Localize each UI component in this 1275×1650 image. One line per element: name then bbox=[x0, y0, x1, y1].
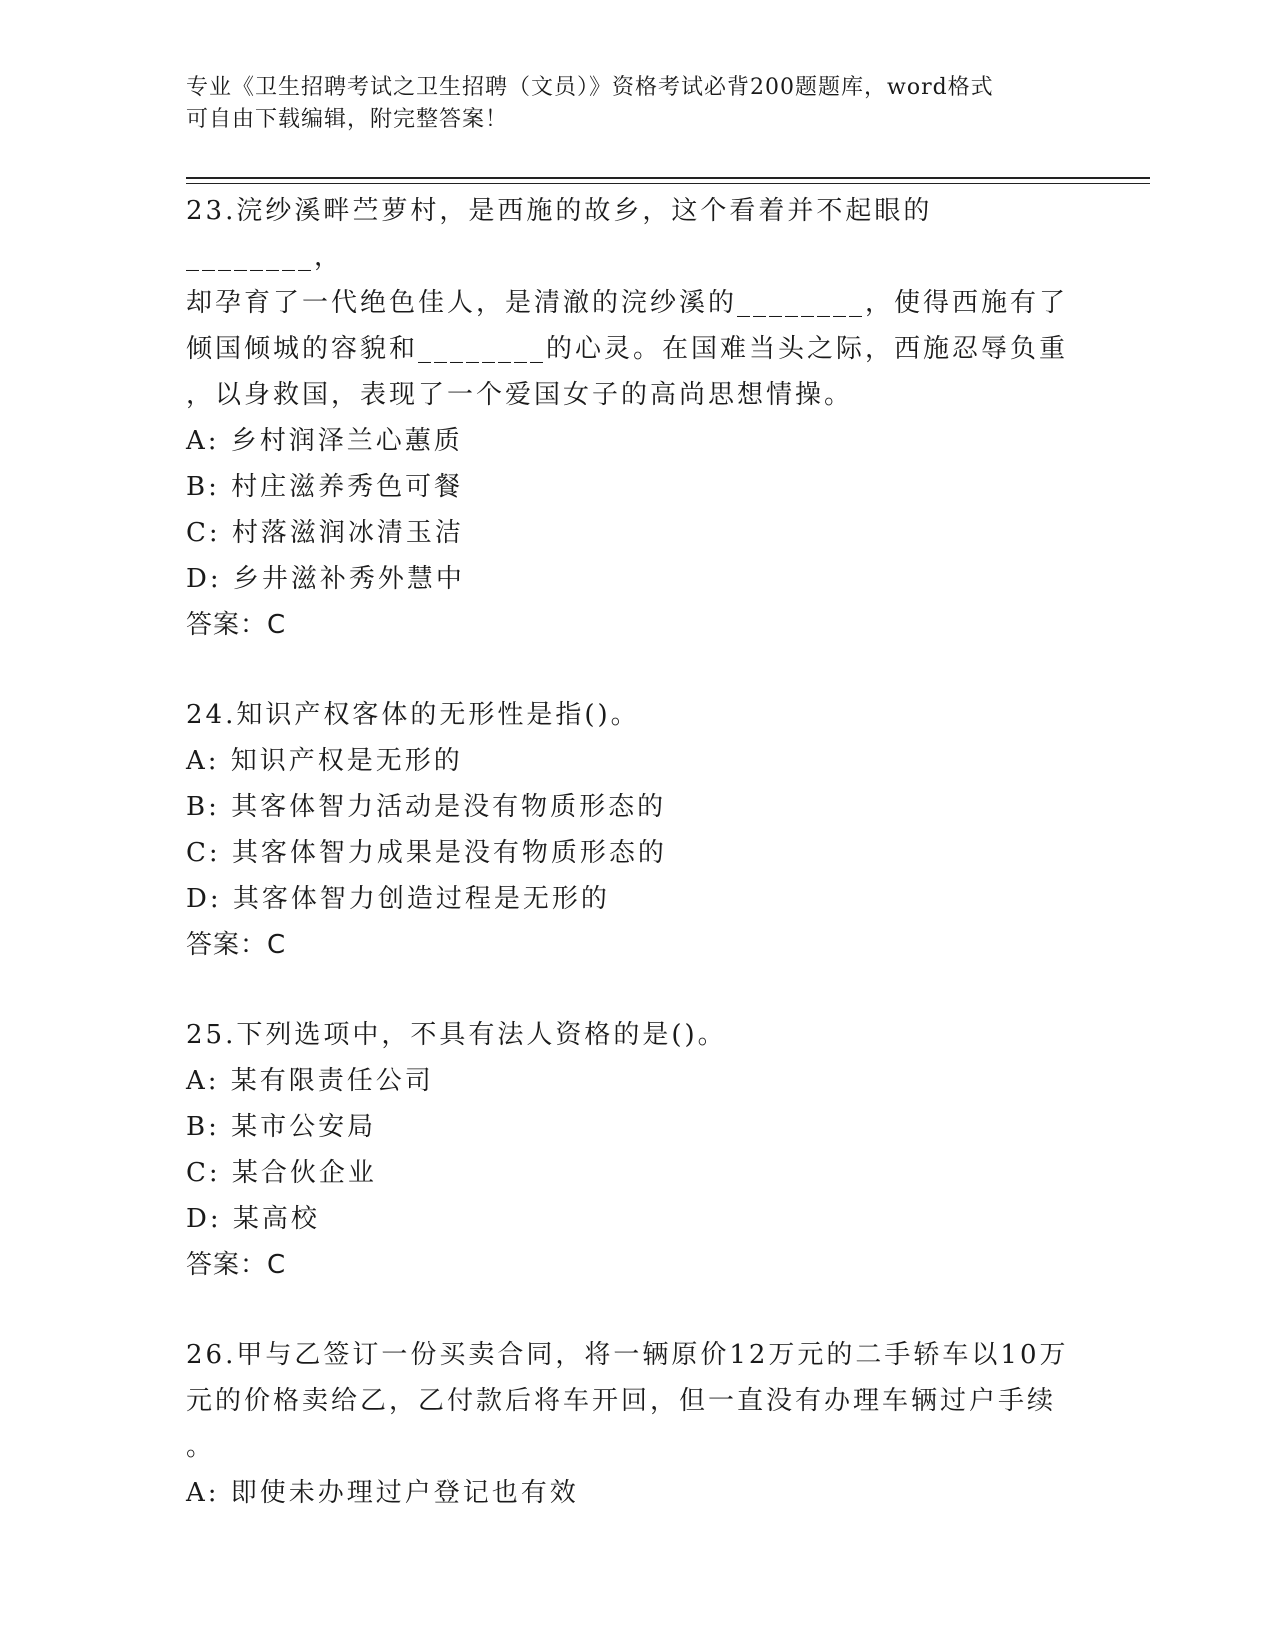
header-line-1: 专业《卫生招聘考试之卫生招聘（文员）》资格考试必背200题题库，word格式 bbox=[186, 75, 994, 100]
document-header bbox=[186, 72, 1066, 136]
option-b: B: 其客体智力活动是没有物质形态的 bbox=[186, 792, 667, 822]
stem-line: 23.浣纱溪畔苎萝村，是西施的故乡，这个看着并不起眼的________， bbox=[186, 196, 933, 272]
option-a: A: 即使未办理过户登记也有效 bbox=[186, 1478, 579, 1508]
option-c: C: 某合伙企业 bbox=[186, 1158, 377, 1188]
stem-line: 25.下列选项中，不具有法人资格的是()。 bbox=[186, 1020, 727, 1050]
stem-line: 24.知识产权客体的无形性是指()。 bbox=[186, 700, 640, 730]
option-c: C: 其客体智力成果是没有物质形态的 bbox=[186, 838, 667, 868]
option-d: D: 乡井滋补秀外慧中 bbox=[186, 564, 465, 594]
question-stem bbox=[186, 692, 1086, 738]
option-d: D: 某高校 bbox=[186, 1204, 320, 1234]
answer-label: 答案：C bbox=[186, 930, 287, 960]
stem-line: ，以身救国，表现了一个爱国女子的高尚思想情操。 bbox=[186, 380, 854, 410]
question-23 bbox=[186, 188, 1086, 648]
stem-line: 倾国倾城的容貌和________的心灵。在国难当头之际，西施忍辱负重 bbox=[186, 334, 1069, 364]
option-a: A: 知识产权是无形的 bbox=[186, 746, 463, 776]
question-stem bbox=[186, 1012, 1086, 1058]
question-stem bbox=[186, 188, 1086, 418]
option-b: B: 某市公安局 bbox=[186, 1112, 377, 1142]
option-b: B: 村庄滋养秀色可餐 bbox=[186, 472, 464, 502]
answer-label: 答案：C bbox=[186, 610, 287, 640]
question-26 bbox=[186, 1332, 1086, 1516]
stem-line: 元的价格卖给乙，乙付款后将车开回，但一直没有办理车辆过户手续 bbox=[186, 1386, 1057, 1416]
stem-line: 26.甲与乙签订一份买卖合同，将一辆原价12万元的二手轿车以10万 bbox=[186, 1340, 1069, 1370]
stem-line: 。 bbox=[186, 1432, 216, 1462]
option-a: A: 乡村润泽兰心蕙质 bbox=[186, 426, 463, 456]
question-list bbox=[186, 188, 1086, 1560]
header-line-2: 可自由下载编辑，附完整答案！ bbox=[186, 107, 509, 132]
question-24 bbox=[186, 692, 1086, 968]
question-25 bbox=[186, 1012, 1086, 1288]
stem-line: 却孕育了一代绝色佳人，是清澈的浣纱溪的________，使得西施有了 bbox=[186, 288, 1069, 318]
option-c: C: 村落滋润冰清玉洁 bbox=[186, 518, 464, 548]
question-stem bbox=[186, 1332, 1086, 1470]
option-d: D: 其客体智力创造过程是无形的 bbox=[186, 884, 610, 914]
header-rule-thin bbox=[186, 183, 1150, 184]
answer-label: 答案：C bbox=[186, 1250, 287, 1280]
header-rule-thick bbox=[186, 177, 1150, 179]
option-a: A: 某有限责任公司 bbox=[186, 1066, 434, 1096]
